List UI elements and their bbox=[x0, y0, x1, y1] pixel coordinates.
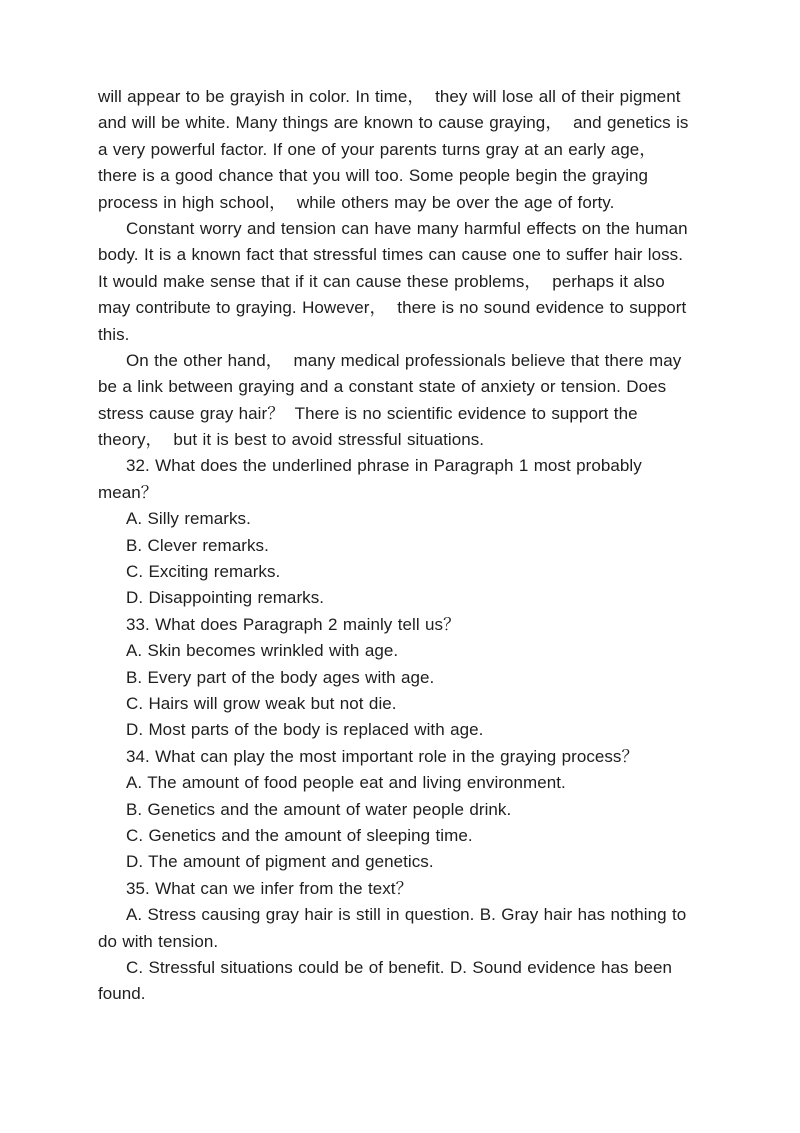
question-32 bbox=[98, 453, 702, 611]
answer-option-c: C. Hairs will grow weak but not die. bbox=[126, 693, 397, 713]
text-line: a very powerful factor. If one of your parents turns gray at an early age， bbox=[98, 139, 657, 159]
answer-option-c: C. Exciting remarks. bbox=[126, 562, 281, 582]
question-stem: mean？ bbox=[98, 482, 158, 502]
answer-option-d: D. The amount of pigment and genetics. bbox=[126, 852, 434, 872]
question-stem: 35. What can we infer from the text？ bbox=[126, 878, 413, 898]
text-line: stress cause gray hair？ There is no scientific evidence to support the bbox=[98, 403, 638, 423]
paragraph-continuation bbox=[98, 84, 702, 216]
question-33 bbox=[98, 612, 702, 744]
answer-option-d: D. Most parts of the body is replaced with age. bbox=[126, 720, 484, 740]
answer-option-b: B. Genetics and the amount of water people drink. bbox=[126, 799, 512, 819]
text-line: and will be white. Many things are known to cause graying， and genetics is bbox=[98, 113, 689, 133]
answer-options-ab-wrap: do with tension. bbox=[98, 931, 219, 951]
question-stem: 33. What does Paragraph 2 mainly tell us？ bbox=[126, 614, 461, 634]
answer-options-cd: C. Stressful situations could be of benefit. D. Sound evidence has been bbox=[126, 957, 672, 977]
text-line: body. It is a known fact that stressful times can cause one to suffer hair loss. bbox=[98, 245, 683, 265]
paragraph-stress bbox=[98, 216, 702, 348]
text-line: this. bbox=[98, 324, 130, 344]
text-line: It would make sense that if it can cause these problems， perhaps it also bbox=[98, 271, 665, 291]
answer-options-cd-wrap: found. bbox=[98, 984, 146, 1004]
answer-option-d: D. Disappointing remarks. bbox=[126, 588, 325, 608]
text-line: On the other hand， many medical professionals believe that there may bbox=[126, 350, 682, 370]
answer-options-ab: A. Stress causing gray hair is still in question. B. Gray hair has nothing to bbox=[126, 905, 687, 925]
text-line: may contribute to graying. However， there is no sound evidence to support bbox=[98, 298, 687, 318]
text-line: process in high school， while others may be over the age of forty. bbox=[98, 192, 615, 212]
document-page bbox=[98, 84, 702, 1008]
answer-option-b: B. Clever remarks. bbox=[126, 535, 269, 555]
text-line: will appear to be grayish in color. In time， they will lose all of their pigment bbox=[98, 87, 681, 106]
text-line: there is a good chance that you will too. Some people begin the graying bbox=[98, 166, 649, 186]
question-stem: 32. What does the underlined phrase in Paragraph 1 most probably bbox=[126, 456, 642, 476]
text-line: Constant worry and tension can have many harmful effects on the human bbox=[126, 218, 688, 238]
question-stem: 34. What can play the most important role in the graying process？ bbox=[126, 746, 639, 766]
answer-option-a: A. The amount of food people eat and living environment. bbox=[126, 773, 566, 793]
answer-option-c: C. Genetics and the amount of sleeping time. bbox=[126, 825, 473, 845]
question-35 bbox=[98, 876, 702, 1008]
answer-option-b: B. Every part of the body ages with age. bbox=[126, 667, 435, 687]
answer-option-a: A. Silly remarks. bbox=[126, 509, 251, 529]
question-34 bbox=[98, 744, 702, 876]
text-line: theory， but it is best to avoid stressful situations. bbox=[98, 430, 485, 450]
text-line: be a link between graying and a constant state of anxiety or tension. Does bbox=[98, 377, 667, 397]
paragraph-other-hand bbox=[98, 348, 702, 454]
answer-option-a: A. Skin becomes wrinkled with age. bbox=[126, 641, 399, 661]
